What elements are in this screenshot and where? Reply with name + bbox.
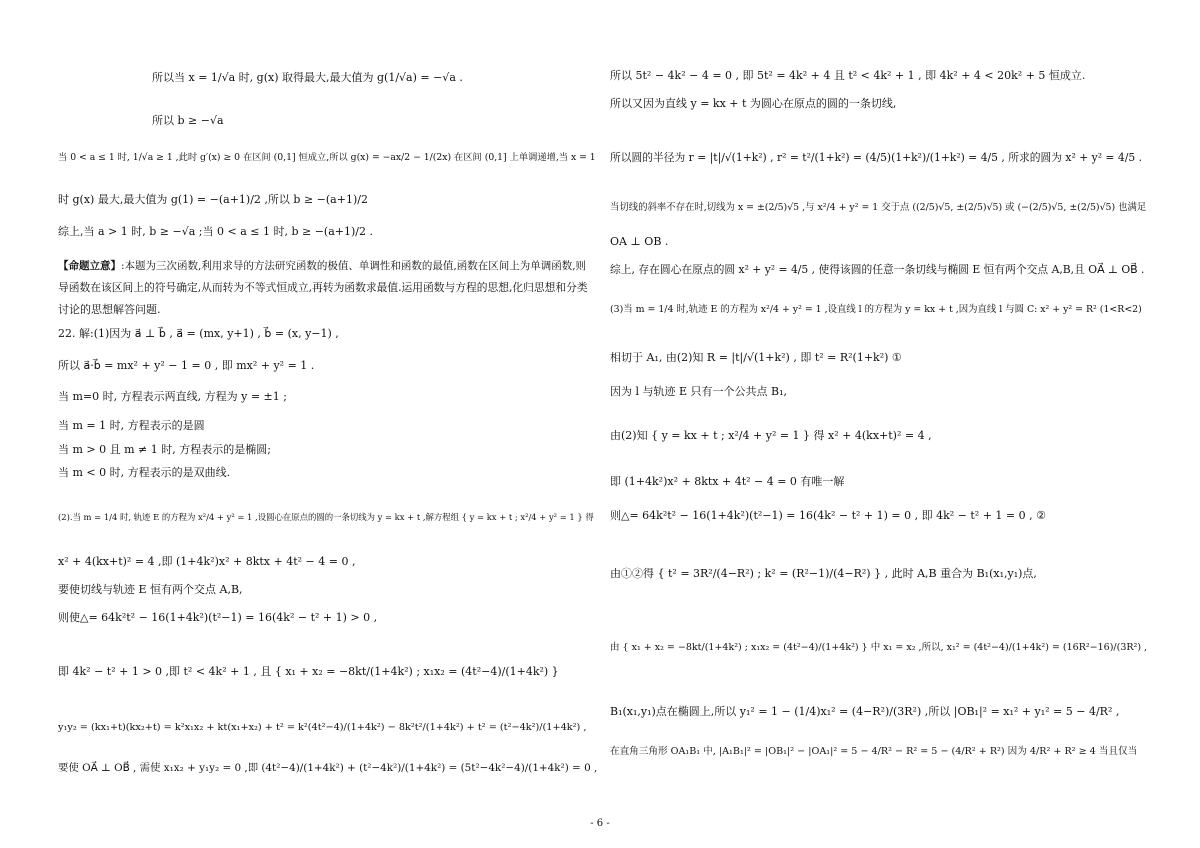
text-line: 在直角三角形 OA₁B₁ 中, |A₁B₁|² = |OB₁|² − |OA₁|² = 5 − 4/R² − R² = 5 − (4/R² + R²) 因为 4/R² + R² ≥ 4 当且仅当 xyxy=(610,746,1138,757)
text-line: 要使 OA⃗ ⊥ OB⃗ , 需使 x₁x₂ + y₁y₂ = 0 ,即 (4t²−4)/(1+4k²) + (t²−4k²)/(1+4k²) = (5t²−4k²−4)/(1+4k²) = 0 , xyxy=(58,762,598,774)
text-line: x² + 4(kx+t)² = 4 ,即 (1+4k²)x² + 8ktx + 4t² − 4 = 0 , xyxy=(58,555,356,568)
text-line: 所以 5t² − 4k² − 4 = 0 , 即 5t² = 4k² + 4 且 t² < 4k² + 1 , 即 4k² + 4 < 20k² + 5 恒成立. xyxy=(610,69,1086,82)
text-line: 所以当 x = 1/√a 时, g(x) 取得最大,最大值为 g(1/√a) = −√a . xyxy=(152,71,463,84)
text-line: (3)当 m = 1/4 时,轨迹 E 的方程为 x²/4 + y² = 1 ,设直线 l 的方程为 y = kx + t ,因为直线 l 与圆 C: x² + y² = R² (1<R<2) xyxy=(610,304,1142,315)
text-line: 因为 l 与轨迹 E 只有一个公共点 B₁, xyxy=(610,385,788,398)
text-line: 综上,当 a > 1 时, b ≥ −√a ;当 0 < a ≤ 1 时, b ≥ −(a+1)/2 . xyxy=(58,225,373,238)
left-column xyxy=(58,0,598,848)
text-line xyxy=(58,258,586,274)
text-span: :本题为三次函数,利用求导的方法研究函数的极值、单调性和函数的最值,函数在区间上为单调函数,则 xyxy=(121,260,587,272)
text-line: 当 m > 0 且 m ≠ 1 时, 方程表示的是椭圆; xyxy=(58,443,271,456)
text-line: B₁(x₁,y₁)点在椭圆上,所以 y₁² = 1 − (1/4)x₁² = (4−R²)/(3R²) ,所以 |OB₁|² = x₁² + y₁² = 5 − 4/R² , xyxy=(610,705,1120,718)
text-line: 当 m = 1 时, 方程表示的是圆 xyxy=(58,419,205,432)
text-line: 导函数在该区间上的符号确定,从而转为不等式恒成立,再转为函数求最值.运用函数与方程的思想,化归思想和分类 xyxy=(58,281,588,294)
text-line: OA ⊥ OB . xyxy=(610,235,669,248)
text-line: (2).当 m = 1/4 时, 轨迹 E 的方程为 x²/4 + y² = 1 ,设圆心在原点的圆的一条切线为 y = kx + t ,解方程组 { y = kx + t ; x²/4 + y² = 1 } 得 xyxy=(58,512,594,522)
text-line: 所以 a⃗·b⃗ = mx² + y² − 1 = 0 , 即 mx² + y² = 1 . xyxy=(58,359,315,372)
text-line: 当切线的斜率不存在时,切线为 x = ±(2/5)√5 ,与 x²/4 + y² = 1 交于点 ((2/5)√5, ±(2/5)√5) 或 (−(2/5)√5, ±(2/5)√5) 也满足 xyxy=(610,202,1147,213)
text-line: 讨论的思想解答问题. xyxy=(58,303,161,316)
right-column xyxy=(610,0,1150,848)
text-line: 相切于 A₁, 由(2)知 R = |t|/√(1+k²) , 即 t² = R²(1+k²) ① xyxy=(610,351,902,364)
text-line: 所以 b ≥ −√a xyxy=(152,114,224,127)
text-line: 当 m=0 时, 方程表示两直线, 方程为 y = ±1 ; xyxy=(58,390,287,403)
text-line: 即 4k² − t² + 1 > 0 ,即 t² < 4k² + 1 , 且 { x₁ + x₂ = −8kt/(1+4k²) ; x₁x₂ = (4t²−4)/(1+4k²) } xyxy=(58,665,559,678)
text-line: 当 m < 0 时, 方程表示的是双曲线. xyxy=(58,466,231,479)
text-line: 由(2)知 { y = kx + t ; x²/4 + y² = 1 } 得 x² + 4(kx+t)² = 4 , xyxy=(610,429,932,442)
text-line: 时 g(x) 最大,最大值为 g(1) = −(a+1)/2 ,所以 b ≥ −(a+1)/2 xyxy=(58,193,368,206)
text-line: 要使切线与轨迹 E 恒有两个交点 A,B, xyxy=(58,583,243,596)
text-line: 则△= 64k²t² − 16(1+4k²)(t²−1) = 16(4k² − t² + 1) = 0 , 即 4k² − t² + 1 = 0 , ② xyxy=(610,509,1046,522)
text-line: 所以圆的半径为 r = |t|/√(1+k²) , r² = t²/(1+k²) = (4/5)(1+k²)/(1+k²) = 4/5 , 所求的圆为 x² + y² = 4/5 . xyxy=(610,151,1142,164)
text-line: 则使△= 64k²t² − 16(1+4k²)(t²−1) = 16(4k² − t² + 1) > 0 , xyxy=(58,611,378,624)
section-tag: 【命题立意】 xyxy=(58,260,121,272)
text-line: 由①②得 { t² = 3R²/(4−R²) ; k² = (R²−1)/(4−R²) } , 此时 A,B 重合为 B₁(x₁,y₁)点, xyxy=(610,567,1037,580)
text-line: 当 0 < a ≤ 1 时, 1/√a ≥ 1 ,此时 g′(x) ≥ 0 在区间 (0,1] 恒成立,所以 g(x) = −ax/2 − 1/(2x) 在区间 (0,1] 上单调递增,当 x = 1 xyxy=(58,152,596,163)
text-line: 即 (1+4k²)x² + 8ktx + 4t² − 4 = 0 有唯一解 xyxy=(610,475,845,488)
text-line: 22. 解:(1)因为 a⃗ ⊥ b⃗ , a⃗ = (mx, y+1) , b⃗ = (x, y−1) , xyxy=(58,327,339,340)
text-line: 所以又因为直线 y = kx + t 为圆心在原点的圆的一条切线, xyxy=(610,97,897,110)
page-number: - 6 - xyxy=(590,818,610,829)
text-line: y₁y₂ = (kx₁+t)(kx₂+t) = k²x₁x₂ + kt(x₁+x₂) + t² = k²(4t²−4)/(1+4k²) − 8k²t²/(1+4k²) + t² = (t²−4k²)/(1+4k²) , xyxy=(58,722,587,733)
text-line: 综上, 存在圆心在原点的圆 x² + y² = 4/5 , 使得该圆的任意一条切线与椭圆 E 恒有两个交点 A,B,且 OA⃗ ⊥ OB⃗ . xyxy=(610,263,1145,276)
text-line: 由 { x₁ + x₂ = −8kt/(1+4k²) ; x₁x₂ = (4t²−4)/(1+4k²) } 中 x₁ = x₂ ,所以, x₁² = (4t²−4)/(1+4k²) = (16R²−16)/(3R²) , xyxy=(610,642,1148,653)
